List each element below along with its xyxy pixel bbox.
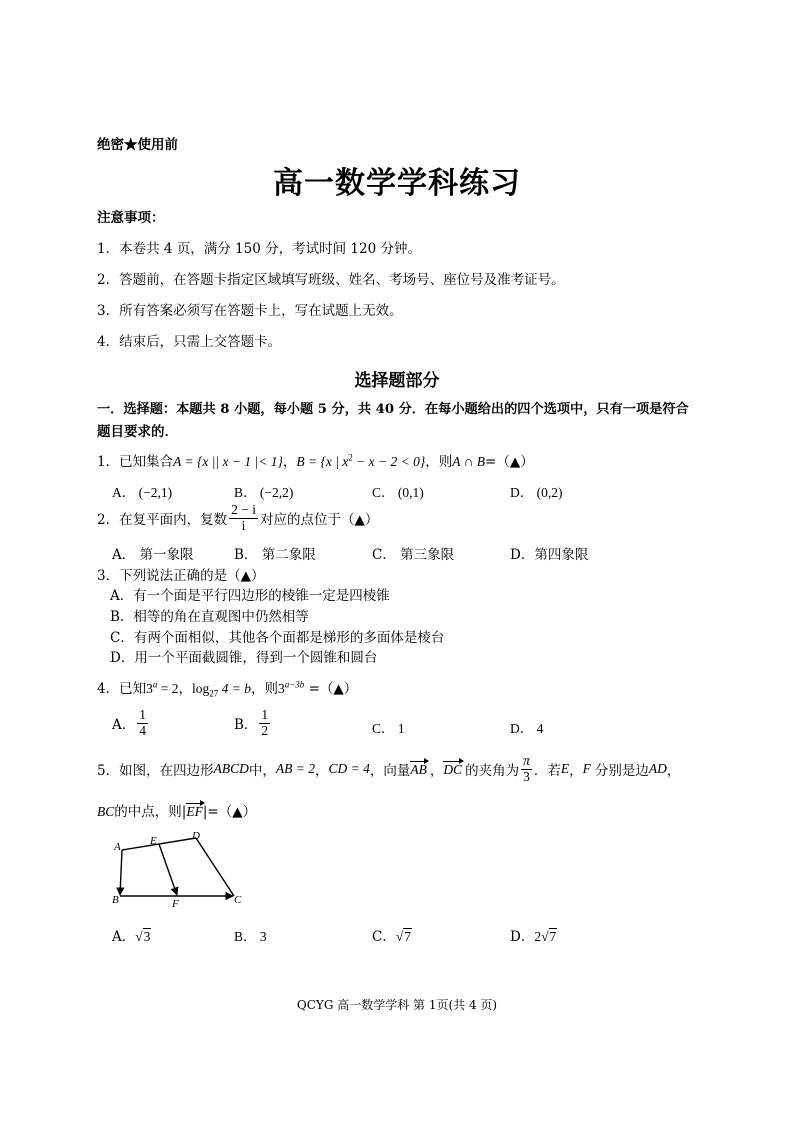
q5-comma3: ，: [569, 763, 583, 780]
q5-mid1: 中，: [248, 763, 276, 780]
q5-E: E: [560, 761, 570, 777]
q4-optA-label: A．: [112, 717, 136, 734]
notice-item-2: 2．答题前，在答题卡指定区域填写班级、姓名、考场号、座位号及准考证号。: [97, 272, 565, 288]
q5-angle-fraction: [521, 754, 532, 785]
q5-vector-ef: EF: [186, 804, 203, 819]
q2-option-b[interactable]: B． 第二象限: [234, 547, 316, 563]
q4-base2: 3: [277, 681, 285, 696]
q1-num: 1．已知集合: [97, 454, 174, 470]
q3-option-d[interactable]: D．用一个平面截圆锥，得到一个圆锥和圆台: [110, 650, 378, 666]
q5-vector-ef-line: [159, 844, 177, 895]
q4-optB-label: B．: [234, 717, 258, 734]
q5-option-a[interactable]: [112, 925, 151, 945]
q2-numerator: 2 − i: [231, 502, 256, 517]
q1-option-c[interactable]: C． (0,1): [372, 485, 424, 500]
question-3-stem: 3．下列说法正确的是（▲）: [97, 568, 265, 584]
q4-log: log: [191, 681, 210, 696]
q5-pi: π: [523, 753, 530, 768]
q5-option-b[interactable]: B． 3: [234, 929, 267, 944]
notice-heading: 注意事项：: [97, 210, 165, 226]
q1-expr: A ∩ B: [452, 454, 486, 469]
q3-option-a[interactable]: A．有一个面是平行四边形的棱锥一定是四棱锥: [110, 588, 390, 604]
q1-then: ，则: [425, 454, 453, 470]
q5-label-b: B: [112, 894, 119, 906]
notice-item-4: 4．结束后，只需上交答题卡。: [97, 334, 282, 350]
q5-optD-label: D．: [510, 929, 535, 945]
q5-label-e: E: [150, 835, 157, 847]
q3-option-c[interactable]: C．有两个面相似，其他各个面都是梯形的多面体是棱台: [110, 630, 445, 646]
q2-option-a[interactable]: A． 第一象限: [112, 547, 194, 563]
q4-then: ，则: [250, 681, 278, 697]
q5-F: F: [582, 761, 591, 777]
q5-vec-pre: ，向量: [369, 763, 411, 780]
q5-comma1: ，: [314, 763, 329, 780]
q4-comma: ，: [178, 681, 192, 697]
q5-option-d[interactable]: [510, 925, 557, 945]
q4-option-d[interactable]: D． 4: [510, 721, 544, 736]
q4-optB-fraction: [259, 708, 270, 739]
section-instruction-1: 一．选择题：本题共 8 小题，每小题 5 分，共 40 分．在每小题给出的四个选项中，只有一项是符合: [97, 402, 689, 417]
section-title: 选择题部分: [354, 371, 440, 391]
q4-option-a[interactable]: [112, 708, 150, 739]
q1-setB-pre: B = {x | x: [296, 454, 349, 469]
q5-label-a: A: [114, 841, 121, 853]
notice-item-1: 1．本卷共 4 页，满分 150 分，考试时间 120 分钟。: [97, 241, 421, 257]
section-instruction-2: 题目要求的．: [97, 424, 178, 440]
question-5-stem-line1: [97, 754, 680, 785]
q5-vector-ab: AB: [410, 761, 427, 777]
q5-edge-dc: [196, 838, 234, 896]
q5-abs-open: |: [181, 804, 187, 820]
q5-optC-sqrt: √7: [395, 929, 412, 944]
q2-fraction: [229, 503, 258, 534]
q5-vector-dc: DC: [443, 761, 463, 777]
q4-optA-fraction: [137, 708, 148, 739]
q4-exp2: a−3b: [284, 679, 305, 690]
question-5-stem-line2: [97, 800, 256, 820]
q5-optA-rad: 3: [143, 929, 151, 944]
q5-optD-sqrt: √7: [541, 929, 557, 944]
q5-BC: BC: [97, 804, 115, 819]
q2-denominator: i: [241, 517, 246, 533]
q5-AD: AD: [648, 761, 667, 777]
q2-pre: 2．在复平面内，复数: [97, 512, 228, 529]
q4-option-c[interactable]: C． 1: [372, 721, 405, 736]
q4-eq1: = 2: [157, 681, 179, 696]
q1-setA: A = {x || x − 1 |< 1}: [173, 454, 283, 469]
q1-setB-sup: 2: [348, 452, 353, 463]
q4-end: =（▲）: [304, 681, 358, 697]
q4-pre: 4．已知: [97, 681, 147, 697]
q5-optD-coef: 2: [534, 929, 542, 944]
q5-option-c[interactable]: [372, 925, 412, 945]
q5-quad: ABCD: [213, 761, 249, 777]
q5-label-f: F: [172, 898, 179, 908]
q4-base1: 3: [146, 681, 153, 696]
notice-item-3: 3．所有答案必须写在答题卡上，写在试题上无效。: [97, 303, 403, 319]
q5-optD-rad: 7: [549, 929, 557, 944]
q5-vector-ab-line: [120, 850, 122, 895]
q5-label-c: C: [234, 894, 242, 906]
q5-post: ．若: [533, 763, 561, 780]
q4-option-b[interactable]: [234, 708, 272, 739]
q1-option-b[interactable]: B． (−2,2): [234, 485, 294, 500]
question-1-stem: [97, 450, 534, 470]
q4-optB-den: 2: [261, 722, 269, 738]
q1-setB-post: − x − 2 < 0}: [352, 454, 426, 469]
q1-option-a[interactable]: A． (−2,1): [112, 485, 173, 500]
q2-post: 对应的点位于（▲）: [259, 512, 379, 529]
q2-option-c[interactable]: C． 第三象限: [372, 547, 455, 563]
q5-ab: AB = 2: [275, 761, 315, 777]
q5-cd: CD = 4: [328, 761, 370, 777]
q2-option-d[interactable]: D．第四象限: [510, 547, 589, 563]
q5-optC-rad: 7: [404, 929, 412, 944]
q5-optA-sqrt: √3: [135, 929, 151, 944]
question-4-stem: [97, 677, 357, 699]
q5-optA-label: A．: [112, 929, 136, 945]
q4-logbase: 27: [209, 688, 219, 699]
page-footer: QCYG 高一数学学科 第 1页(共 4 页): [296, 998, 498, 1012]
q5-figure: [108, 828, 248, 908]
q4-optA-den: 4: [139, 722, 146, 738]
question-2-stem: [97, 503, 378, 534]
q4-logexpr: 4 = b: [218, 681, 251, 696]
q5-pre: 5．如图，在四边形: [97, 763, 214, 780]
q5-abs-close: |=（▲）: [202, 804, 257, 820]
q5-label-d: D: [192, 830, 200, 842]
q4-optA-num: 1: [139, 707, 146, 722]
q4-optB-num: 1: [261, 707, 269, 722]
q3-option-b[interactable]: B．相等的角在直观图中仍然相等: [110, 609, 309, 625]
q1-option-d[interactable]: D． (0,2): [510, 485, 563, 500]
q1-comma: ，: [282, 454, 297, 470]
q5-comma4: ，: [666, 763, 681, 780]
q5-angle-pre: 的夹角为: [465, 763, 520, 780]
q5-three: 3: [523, 768, 530, 784]
q5-comma2: ，: [429, 763, 444, 780]
secret-label: 绝密★使用前: [97, 137, 178, 153]
q5-post2: 分别是边: [594, 763, 649, 780]
q4-exp1: a: [152, 679, 158, 690]
page-title: 高一数学学科练习: [273, 166, 521, 201]
q5-line2-mid: 的中点，则: [114, 804, 182, 820]
q5-optC-label: C．: [372, 929, 396, 945]
q1-end: =（▲）: [485, 454, 534, 470]
